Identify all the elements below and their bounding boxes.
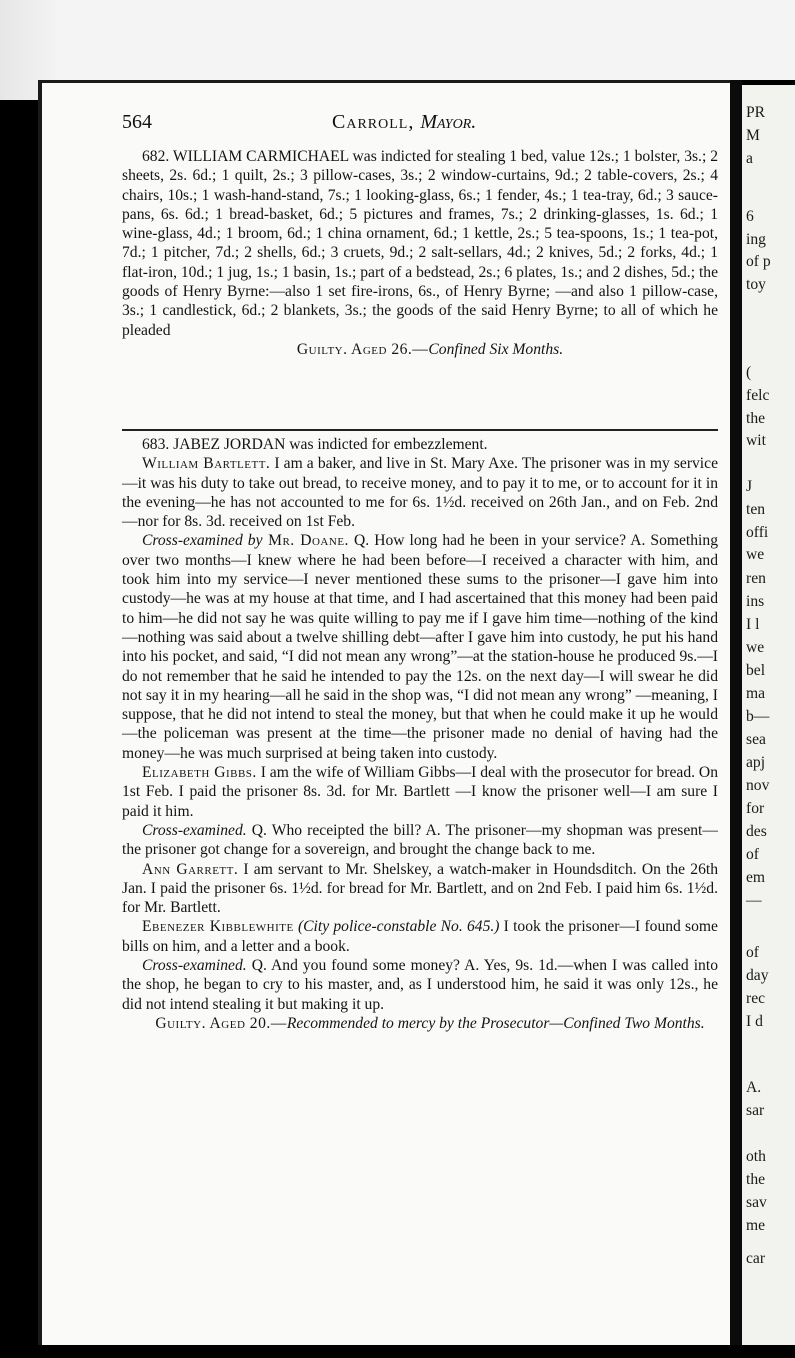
facing-page-fragment: I d	[746, 1013, 763, 1030]
facing-page-fragment: nov	[746, 777, 770, 794]
facing-page-fragment: PR	[746, 104, 766, 121]
case-683-verdict: Guilty. Aged 20.—Recommended to mercy by the Prosecutor—Confined Two Months.	[155, 1014, 705, 1032]
cross-examination-kibblewhite: Cross-examined. Q. And you found some money? A. Yes, 9s. 1d.—when I was called into the shop, he began to cry to his master, and, as I understood him, he said it was only 12s., he did not intend stealing it but making it up.	[122, 957, 718, 1013]
scan-bottom-edge	[0, 1345, 795, 1358]
testimony-gibbs: Elizabeth Gibbs. I am the wife of William Gibbs—I deal with the prosecutor for bread. On 1st Feb. I paid the prisoner 8s. 3d. for Mr. Bartlett —I know the prisoner well—I am sure I paid it him.	[122, 764, 718, 820]
book-page	[38, 80, 734, 1348]
facing-page-fragment: J	[746, 478, 753, 495]
facing-page-fragment: sar	[746, 1102, 765, 1119]
facing-page-fragment: me	[746, 1217, 766, 1234]
page-number: 564	[122, 111, 152, 133]
case-683	[122, 435, 718, 1033]
facing-page-fragment: we	[746, 546, 765, 563]
facing-page-fragment: ma	[746, 685, 766, 702]
facing-page-fragment: I l	[746, 616, 760, 633]
facing-page-fragment: of p	[746, 253, 771, 270]
facing-page-fragment: (	[746, 364, 752, 381]
facing-page-fragment: the	[746, 1171, 766, 1188]
facing-page-edge	[742, 85, 795, 1345]
facing-page-fragment: oth	[746, 1148, 766, 1165]
testimony-bartlett: William Bartlett. I am a baker, and live in St. Mary Axe. The prisoner was in my service—it was his duty to take out bread, to receive money, and to pay it to me, or to account for it in the evening—he has not accounted to me for 6s. 1½d. received on 26th Jan., and on Feb. 2nd—nor for 8s. 3d. received on 1st Feb.	[122, 455, 718, 531]
facing-page-fragment: 6	[746, 208, 754, 225]
facing-page-fragment: b—	[746, 708, 770, 725]
cross-examination-gibbs: Cross-examined. Q. Who receipted the bill? A. The prisoner—my shopman was present—the prisoner got change for a sovereign, and brought the change back to me.	[122, 821, 718, 859]
facing-page-fragment: of	[746, 944, 759, 961]
scan-background	[0, 0, 795, 80]
testimony-garrett: Ann Garrett. I am servant to Mr. Shelskey, a watch-maker in Houndsditch. On the 26th Jan. I paid the prisoner 6s. 1½d. for bread for Mr. Bartlett, and on 2nd Feb. I paid him 6s. 1½d. for Mr. Bartlett.	[122, 860, 718, 917]
running-head: Carroll, Mayor.	[332, 111, 477, 133]
facing-page-fragment: ing	[746, 231, 766, 248]
facing-page-fragment: the	[746, 410, 766, 427]
facing-page-fragment: ins	[746, 593, 765, 610]
facing-page-fragment: toy	[746, 276, 766, 293]
facing-page-fragment: em	[746, 869, 766, 886]
case-682	[122, 147, 718, 359]
facing-page-fragment: sea	[746, 731, 766, 748]
facing-page-fragment: for	[746, 800, 765, 817]
facing-page-fragment: of	[746, 846, 759, 863]
facing-page-fragment: sav	[746, 1194, 767, 1211]
facing-page-fragment: M	[746, 127, 760, 144]
facing-page-fragment: felc	[746, 387, 770, 404]
facing-page-fragment: car	[746, 1250, 766, 1267]
case-683-indictment: 683. JABEZ JORDAN was indicted for embezzlement.	[142, 436, 488, 453]
facing-page-fragment: a	[746, 150, 753, 167]
book-gutter	[730, 80, 742, 1358]
facing-page-fragment: ten	[746, 501, 766, 518]
facing-page-fragment: —	[746, 892, 762, 909]
facing-page-fragment: wit	[746, 432, 766, 449]
facing-page-fragment: offi	[746, 524, 769, 541]
page-header	[122, 111, 662, 139]
case-682-indictment: 682. WILLIAM CARMICHAEL was indicted for stealing 1 bed, value 12s.; 1 bolster, 3s.; 2 sheets, 2s. 6d.; 1 quilt, 2s.; 3 pillow-cases, 3s.; 2 window-curtains, 9d.; 2 table-covers, 2s.; 4 chairs, 10s.; 1 wash-hand-stand, 7s.; 1 looking-glass, 6s.; 1 fender, 4s.; 1 tea-tray, 6d.; 3 sauce-pans, 6s. 6d.; 1 bread-basket, 6d.; 5 pictures and frames, 7s.; 2 drinking-glasses, 1s. 6d.; 1 wine-glass, 4d.; 1 broom, 6d.; 1 china ornament, 6d.; 1 kettle, 2s.; 5 tea-spoons, 1s.; 1 tea-pot, 7d.; 1 pitcher, 7d.; 2 shells, 6d.; 3 cruets, 9d.; 2 salt-sellars, 4d.; 2 knives, 5d.; 2 forks, 4d.; 1 flat-iron, 10d.; 1 jug, 1s.; 1 basin, 1s.; part of a bedstead, 2s.; 6 plates, 1s.; and 2 dishes, 5d.; the goods of Henry Byrne:—also 1 set fire-irons, 6s., of Henry Byrne; —and also 1 pillow-case, 3s.; 1 candlestick, 6d.; 2 blankets, 3s.; the goods of the said Henry Byrne; to all of which he pleaded	[122, 148, 718, 339]
case-682-verdict: Guilty. Aged 26.—Confined Six Months.	[296, 340, 564, 358]
facing-page-fragment: bel	[746, 662, 766, 679]
facing-page-fragment: A.	[746, 1079, 762, 1096]
testimony-kibblewhite: Ebenezer Kibblewhite (City police-constable No. 645.) I took the prisoner—I found some bills on him, and a letter and a book.	[122, 918, 718, 955]
facing-page-fragment: ren	[746, 570, 766, 587]
facing-page-fragment: des	[746, 823, 767, 840]
cross-examination-doane: Cross-examined by Mr. Doane. Q. How long had he been in your service? A. Something over two months—I knew where he had been before—I received a character with him, and took him into my service—I never mentioned these sums to the prisoner—I gave him into custody—he was at my house at that time, and I had ascertained that this money had been paid to him—he did not say he was quite willing to pay me if I gave him time—nothing of the kind—nothing was said about a twelve shilling debt—after I gave him into custody, he put his hand into his pocket, and said, “I did not mean any wrong”—at the station-house he produced 9s.—I do not remember that he said he intended to pay the 12s. on the next day—I will swear he did not say it in my hearing—all he said in the shop was, “I did not mean any wrong” —meaning, I suppose, that he did not intend to steal the money, but that when he could make it up he would—the policeman was present at the time—the prisoner made no denial of having had the money—he was much surprised at being taken into custody.	[122, 532, 718, 762]
case-divider	[122, 429, 718, 431]
facing-page-fragment: we	[746, 639, 765, 656]
facing-page-fragment: day	[746, 967, 769, 984]
facing-page-fragment: rec	[746, 990, 766, 1007]
facing-page-fragment: apj	[746, 754, 766, 771]
